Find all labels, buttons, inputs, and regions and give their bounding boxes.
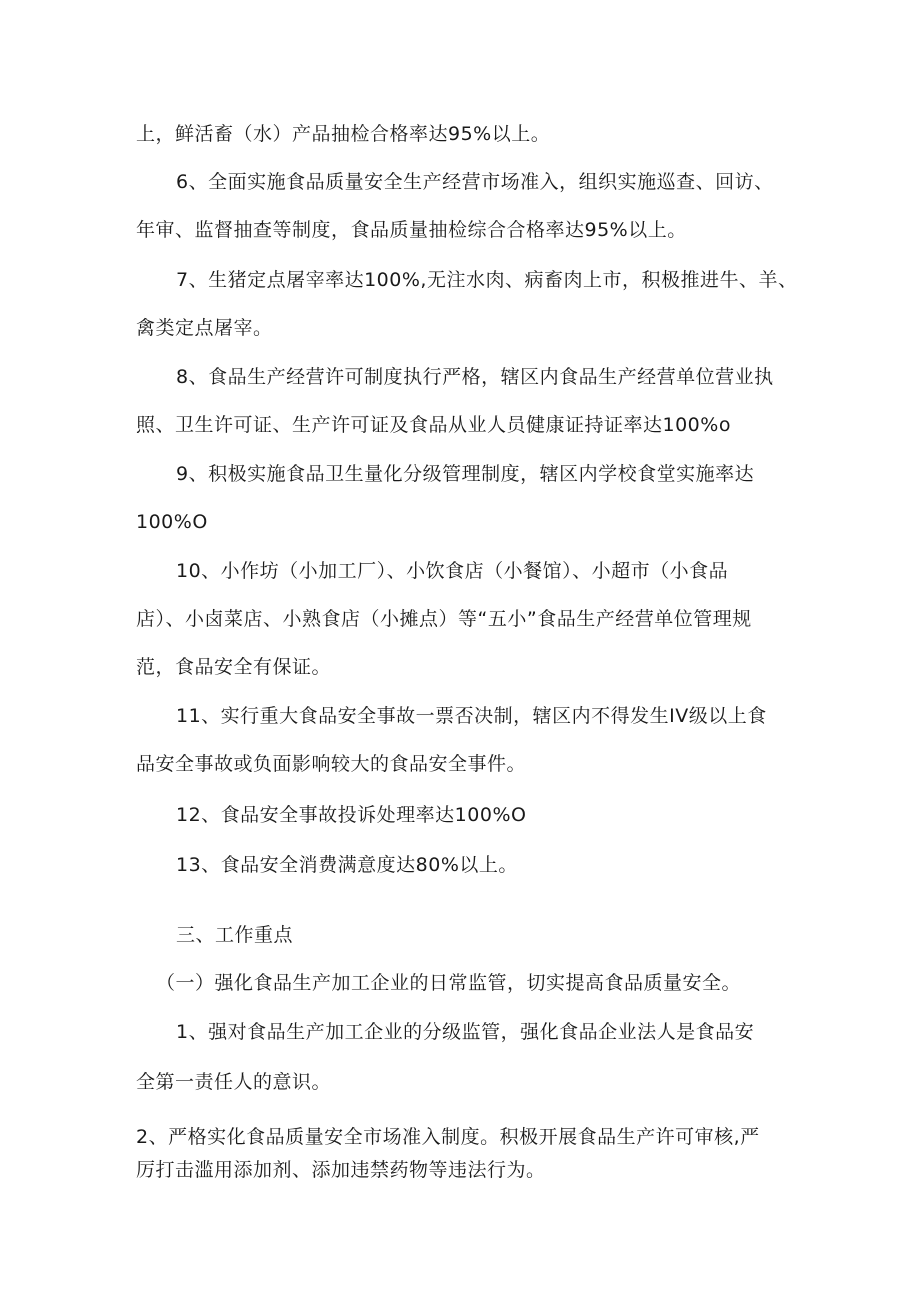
text-line: 7、生猪定点屠宰率达100%,无注水肉、病畜肉上市，积极推进牛、羊、	[176, 269, 798, 291]
text-line: 9、积极实施食品卫生量化分级管理制度，辖区内学校食堂实施率达	[176, 463, 755, 485]
text-line: 上，鲜活畜（水）产品抽检合格率达95%以上。	[136, 123, 551, 145]
subsection-heading: （一）强化食品生产加工企业的日常监管，切实提高食品质量安全。	[156, 972, 742, 994]
text-line: 厉打击滥用添加剂、添加违禁药物等违法行为。	[136, 1159, 546, 1181]
text-line: 全第一责任人的意识。	[136, 1071, 332, 1093]
text-line: 12、食品安全事故投诉处理率达100%O	[176, 804, 527, 826]
section-heading: 三、工作重点	[176, 924, 294, 946]
text-line: 店）、小卤菜店、小熟食店（小摊点）等“五小”食品生产经营单位管理规	[136, 608, 752, 630]
text-line: 6、全面实施食品质量安全生产经营市场准入，组织实施巡查、回访、	[176, 171, 774, 193]
text-line: 2、严格实化食品质量安全市场准入制度。积极开展食品生产许可审核,严	[136, 1126, 760, 1148]
text-line: 10、小作坊（小加工厂）、小饮食店（小餐馆）、小超市（小食品	[176, 560, 729, 582]
text-line: 11、实行重大食品安全事故一票否决制，辖区内不得发生IV级以上食	[176, 705, 767, 727]
text-line: 范，食品安全有保证。	[136, 656, 332, 678]
text-line: 年审、监督抽查等制度，食品质量抽检综合合格率达95%以上。	[136, 219, 687, 241]
text-line: 品安全事故或负面影响较大的食品安全事件。	[136, 753, 527, 775]
text-line: 1、强对食品生产加工企业的分级监管，强化食品企业法人是食品安	[176, 1021, 755, 1043]
text-line: 100%O	[136, 511, 208, 533]
text-line: 8、食品生产经营许可制度执行严格，辖区内食品生产经营单位营业执	[176, 366, 774, 388]
text-line: 13、食品安全消费满意度达80%以上。	[176, 854, 518, 876]
text-line: 照、卫生许可证、生产许可证及食品从业人员健康证持证率达100%o	[136, 414, 731, 436]
text-line: 禽类定点屠宰。	[136, 317, 273, 339]
